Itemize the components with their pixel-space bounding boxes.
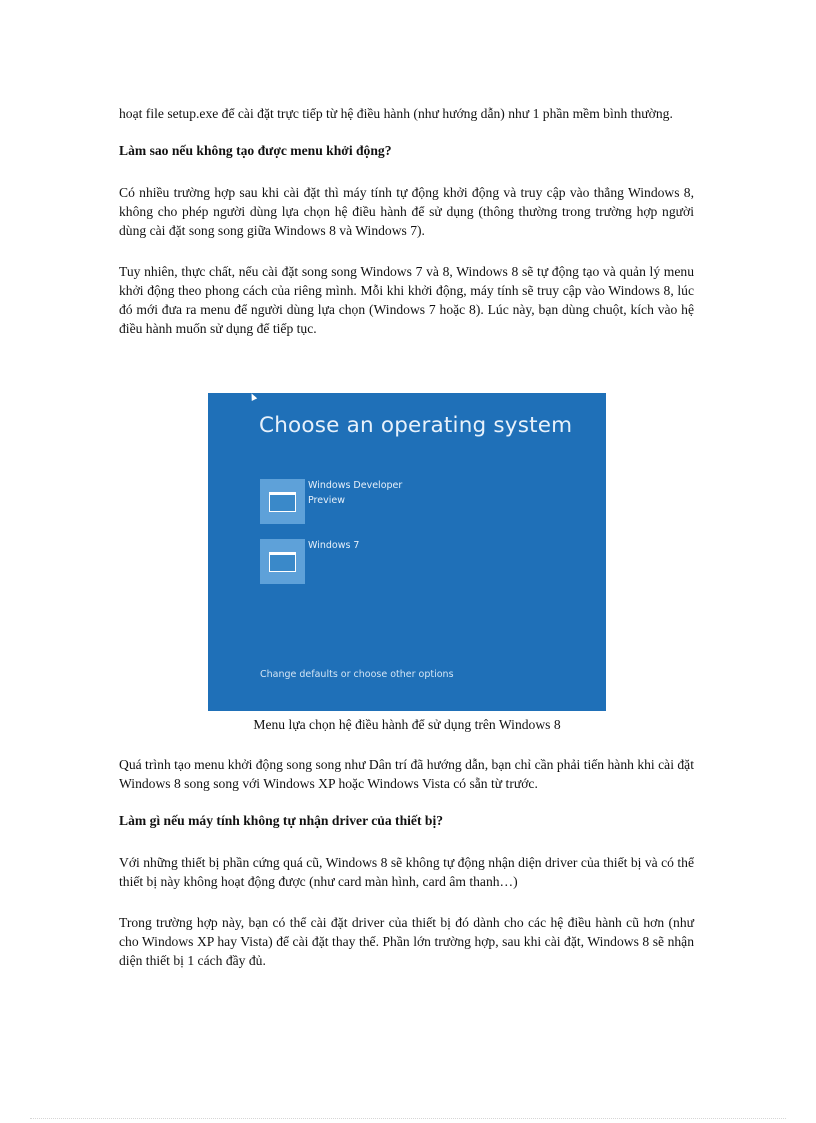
section-heading-driver: Làm gì nếu máy tính không tự nhận driver của thiết bị? <box>119 813 444 828</box>
windows-developer-preview-tile <box>260 479 305 524</box>
intro-paragraph: hoạt file setup.exe để cài đặt trực tiếp từ hệ điều hành (như hướng dẫn) như 1 phần mềm bình thường. <box>119 106 673 121</box>
os-chooser-title: Choose an operating system <box>259 413 573 438</box>
windows-7-tile <box>260 539 305 584</box>
os-option-label <box>308 538 359 553</box>
section-heading-boot-menu: Làm sao nếu không tạo được menu khởi động? <box>119 143 392 158</box>
document-body-upper <box>119 104 694 338</box>
figure-caption: Menu lựa chọn hệ điều hành để sử dụng trên Windows 8 <box>253 717 561 732</box>
os-option-label <box>308 478 418 508</box>
os-option-label-line-1: Windows Developer <box>308 480 403 491</box>
boot-menu-paragraph-1: Có nhiều trường hợp sau khi cài đặt thì máy tính tự động khởi động và truy cập vào thẳng Windows 8, không cho phép người dùng lựa chọn hệ điều hành để sử dụng (thông thường trong trường hợp người dùng cài đặt song song giữa Windows 8 và Windows 7). <box>119 185 694 238</box>
driver-paragraph-1: Với những thiết bị phần cứng quá cũ, Windows 8 sẽ không tự động nhận diện driver của thiết bị và có thể thiết bị này không hoạt động được (như card màn hình, card âm thanh…) <box>119 855 694 889</box>
page-bottom-divider <box>30 1118 786 1119</box>
driver-paragraph-2: Trong trường hợp này, bạn có thể cài đặt driver của thiết bị đó dành cho các hệ điều hành cũ hơn (như cho Windows XP hay Vista) để cài đặt thay thế. Phần lớn trường hợp, sau khi cài đặt, Windows 8 sẽ nhận diện thiết bị 1 cách đầy đủ. <box>119 915 694 968</box>
os-chooser-screenshot <box>208 393 606 711</box>
window-icon <box>269 492 296 512</box>
after-figure-paragraph: Quá trình tạo menu khởi động song song như Dân trí đã hướng dẫn, bạn chỉ cần phải tiến hành khi cài đặt Windows 8 song song với Windows XP hoặc Windows Vista có sẵn từ trước. <box>119 757 694 791</box>
os-option-label-line-1: Windows 7 <box>308 540 360 551</box>
window-icon <box>269 552 296 572</box>
mouse-cursor-icon <box>249 392 257 401</box>
boot-menu-paragraph-2: Tuy nhiên, thực chất, nếu cài đặt song song Windows 7 và 8, Windows 8 sẽ tự động tạo và quản lý menu khởi động theo phong cách của riêng mình. Mỗi khi khởi động, máy tính sẽ truy cập vào Windows 8, lúc đó mới đưa ra menu để người dùng lựa chọn (Windows 7 hoặc 8). Lúc này, bạn dùng chuột, kích vào hệ điều hành muốn sử dụng để tiếp tục. <box>119 264 694 336</box>
document-body-lower <box>119 755 694 970</box>
change-defaults-link: Change defaults or choose other options <box>260 669 454 680</box>
os-option-label-line-2: Preview <box>308 495 345 506</box>
